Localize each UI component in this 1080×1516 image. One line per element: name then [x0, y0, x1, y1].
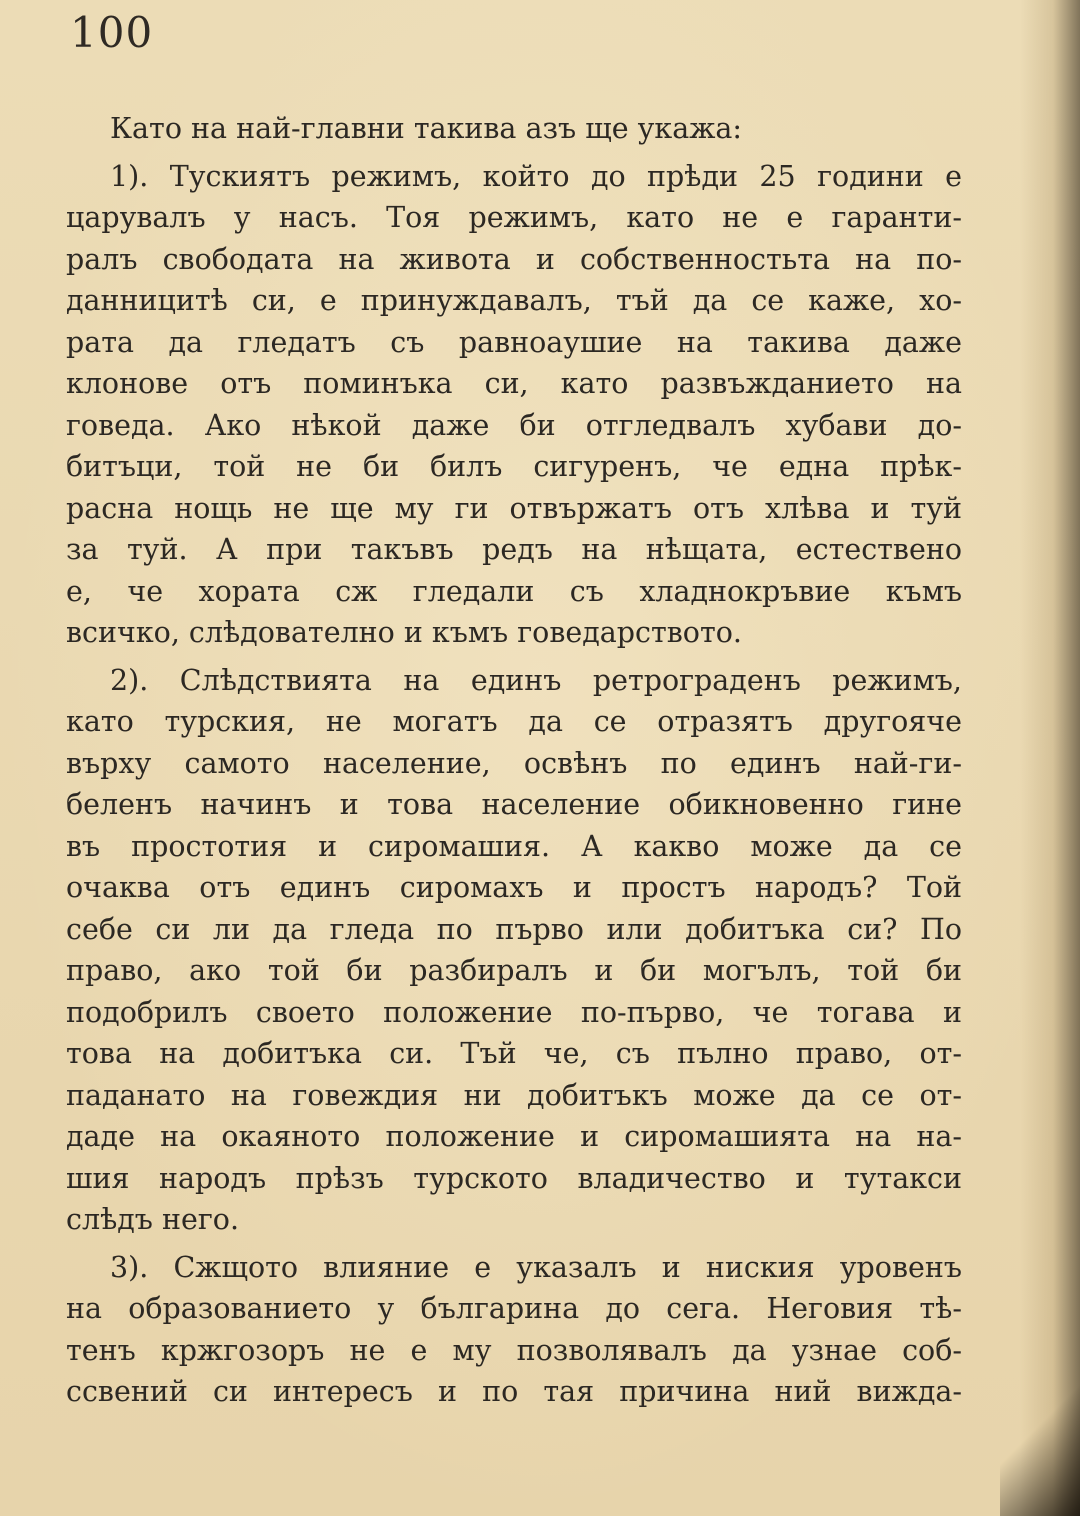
text-line: това на добитъка си. Тъй че, съ пълно право, от-: [66, 1037, 962, 1070]
text-line: беленъ начинъ и това население обикновенно гине: [66, 788, 962, 821]
paragraph-intro: [66, 108, 962, 150]
text-line: всичко, слѣдователно и къмъ говедарството.: [66, 616, 742, 649]
text-line: за туй. А при такъвъ редъ на нѣщата, естествено: [66, 533, 962, 566]
text-line: клонове отъ поминъка си, като развъжданието на: [66, 367, 962, 400]
text-line: очаква отъ единъ сиромахъ и простъ народъ? Той: [66, 871, 962, 904]
text-line: слѣдъ него.: [66, 1203, 240, 1236]
text-line: расна нощь не ще му ги отвържатъ отъ хлѣва и туй: [66, 491, 962, 525]
paragraph-2: [66, 660, 962, 1241]
text-line: е, че хората сж гледали съ хладнокръвие къмъ: [66, 574, 962, 608]
text-line: даде на окаяното положение и сиромашията на на-: [66, 1120, 962, 1153]
page-number: 100: [70, 8, 154, 57]
body-text: [66, 108, 962, 1419]
text-line: 3). Сжщото влияние е указалъ и ниския уровенъ: [110, 1250, 962, 1284]
text-line: данницитѣ си, е принуждавалъ, тъй да се каже, хо-: [66, 284, 962, 317]
text-line: паданато на говеждия ни добитъкъ може да се от-: [66, 1078, 962, 1112]
text-line: като турския, не могатъ да се отразятъ другояче: [66, 705, 962, 738]
text-line: ралъ свободата на живота и собственностьта на по-: [66, 242, 962, 276]
text-line: върху самото население, освѣнъ по единъ най-ги-: [66, 746, 962, 780]
text-line: Като на най-главни такива азъ ще укажа:: [110, 112, 743, 145]
paragraph-1: [66, 156, 962, 654]
paragraph-3: [66, 1247, 962, 1413]
text-line: тенъ кржгозоръ не е му позволявалъ да узнае соб-: [66, 1333, 962, 1367]
text-line: 1). Тускиятъ режимъ, който до прѣди 25 години е: [110, 159, 962, 193]
text-line: право, ако той би разбиралъ и би могълъ, той би: [66, 954, 962, 987]
text-line: 2). Слѣдствията на единъ ретрограденъ режимъ,: [110, 663, 962, 697]
text-line: говеда. Ако нѣкой даже би отгледвалъ хубави до-: [66, 408, 962, 442]
page-corner-shadow: [1000, 1376, 1080, 1516]
text-line: на образованието у българина до сега. Неговия тѣ-: [66, 1292, 962, 1325]
text-line: царувалъ у насъ. Тоя режимъ, като не е гаранти-: [66, 201, 962, 234]
text-line: битъци, той не би билъ сигуренъ, че една прѣк-: [66, 450, 962, 483]
text-line: ссвений си интересъ и по тая причина ний вижда-: [66, 1375, 962, 1408]
text-line: подобрилъ своето положение по-първо, че тогава и: [66, 995, 962, 1029]
page-edge-shadow: [1020, 0, 1080, 1516]
text-line: себе си ли да гледа по първо или добитъка си? По: [66, 912, 962, 946]
text-line: рата да гледатъ съ равноаушие на такива даже: [66, 325, 962, 359]
text-line: шия народъ прѣзъ турското владичество и тутакси: [66, 1161, 962, 1195]
text-line: въ простотия и сиромашия. А какво може да се: [66, 829, 962, 863]
